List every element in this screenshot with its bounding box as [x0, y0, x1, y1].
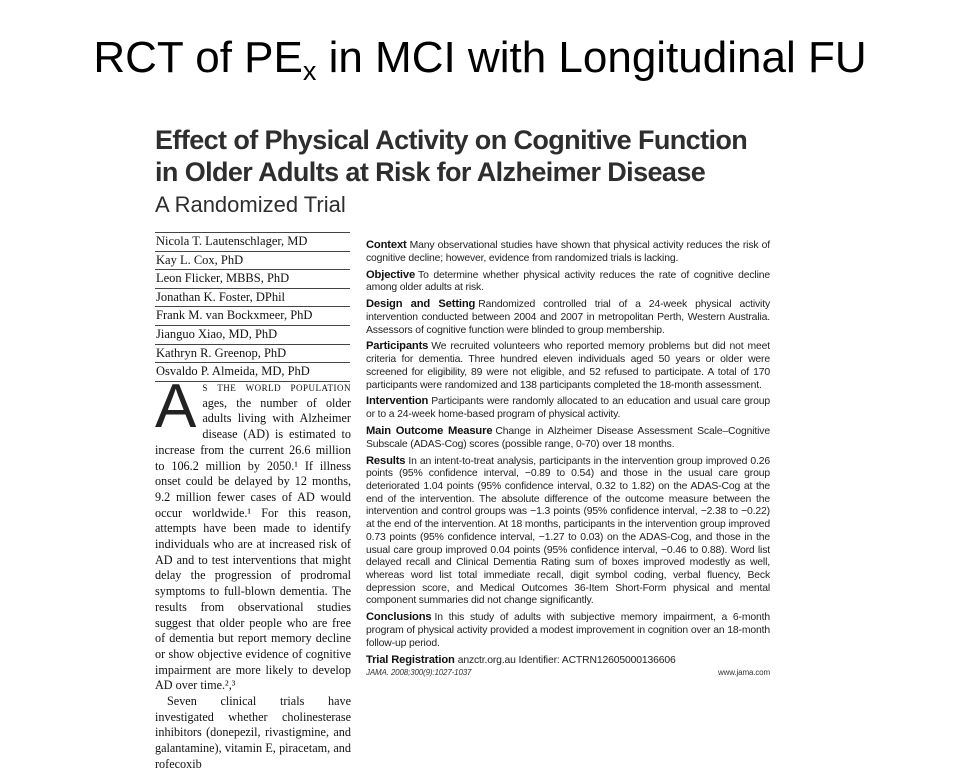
- abstract-section-text: To determine whether physical activity reduces the rate of cognitive decline among older adults at risk.: [366, 269, 770, 294]
- abstract-design-setting: [366, 298, 770, 337]
- article-title-line-2: in Older Adults at Risk for Alzheimer Disease: [155, 157, 706, 187]
- citation-footer: [366, 668, 770, 678]
- author-name: Jianguo Xiao, MD, PhD: [155, 325, 350, 344]
- slide-title-rest: in MCI with Longitudinal FU: [316, 33, 867, 82]
- author-name: Osvaldo P. Almeida, MD, PhD: [155, 362, 350, 381]
- author-name: Jonathan K. Foster, DPhil: [155, 288, 350, 307]
- abstract-section-text: In this study of adults with subjective memory impairment, a 6-month program of physical activity provided a modest improvement in cognition over an 18-month follow-up period.: [366, 612, 770, 649]
- abstract-participants: [366, 340, 770, 392]
- abstract-section-text: Many observational studies have shown that physical activity reduces the risk of cognitive decline; however, evidence from randomized trials is lacking.: [366, 240, 770, 264]
- abstract-section-text: Randomized controlled trial of a 24-week physical activity intervention conducted between 2004 and 2007 in metropolitan Perth, Western Australia. Assessors of cognitive function were blinded to group membership.: [366, 299, 771, 336]
- article-subtitle: A Randomized Trial: [155, 192, 346, 217]
- abstract-section-label: Intervention: [366, 395, 429, 408]
- drop-cap: A: [155, 372, 197, 441]
- abstract-section-text: Participants were randomly allocated to an education and usual care group or to a 24-week home-based program of physical activity.: [366, 396, 770, 421]
- abstract-intervention: [366, 395, 770, 421]
- abstract-results: [366, 455, 770, 608]
- author-name: Leon Flicker, MBBS, PhD: [155, 269, 350, 288]
- abstract-section-text: anzctr.org.au Identifier: ACTRN12605000136606: [457, 654, 676, 666]
- abstract-trial-registration: [366, 654, 770, 668]
- lead-in-caps: s the world population: [202, 380, 351, 394]
- article-title: [155, 124, 795, 188]
- abstract-section-label: Conclusions: [366, 611, 432, 624]
- article-title-line-1: Effect of Physical Activity on Cognitive Function: [155, 125, 748, 155]
- body-paragraph-1: [155, 372, 351, 694]
- journal-citation: JAMA. 2008;300(9):1027-1037: [366, 668, 472, 678]
- author-name: Nicola T. Lautenschlager, MD: [155, 232, 350, 251]
- abstract-context: [366, 239, 770, 265]
- author-list: [155, 232, 350, 382]
- abstract-section-label: Context: [366, 239, 407, 251]
- journal-website: www.jama.com: [718, 668, 770, 678]
- slide-title-subscript: x: [302, 56, 317, 86]
- body-paragraph-2: Seven clinical trials have investigated whether cholinesterase inhibitors (donepezil, rivastigmine, and galantamine), vitamin E, piracetam, and rofecoxib: [155, 694, 351, 771]
- abstract-objective: [366, 269, 770, 295]
- abstract-section-text: In an intent-to-treat analysis, participants in the intervention group improved 0.26 points (95% confidence interval, −0.89 to 0.54) and those in the usual care group deteriorated 1.04 points (95% confidence interval, 0.32 to 1.82) on the ADAS-Cog at the end of the intervention. The absolute difference of the outcome measure between the intervention and control groups was −1.3 points (95% confidence interval, −2.38 to −0.22) at the end of the intervention. At 18 months, participants in the intervention group improved 0.73 points (95% confidence interval, −1.27 to 0.03) on the ADAS-Cog, and those in the usual care group improved 0.04 points (95% confidence interval, −0.46 to 0.88). Word list delayed recall and Clinical Dementia Rating sum of boxes improved modestly as well, whereas word list total immediate recall, digit symbol coding, verbal fluency, Beck depression score, and Medical Outcomes 36-Item Short-Form physical and mental component summaries did not change significantly.: [366, 455, 770, 607]
- author-name: Kathryn R. Greenop, PhD: [155, 344, 350, 363]
- abstract-section-label: Results: [366, 454, 406, 467]
- abstract-conclusions: [366, 611, 770, 650]
- abstract-section-label: Design and Setting: [366, 298, 476, 311]
- body-paragraph-1-text: ages, the number of older adults living with Alzheimer disease (AD) is estimated to increase from the current 26.6 million to 106.2 million by 2050.¹ If illness onset could be delayed by 12 months, 9.2 million fewer cases of AD would occur worldwide.¹ For this reason, attempts have been made to identify individuals who are at increased risk of AD and to test interventions that might delay the progression of prodromal symptoms to full-blown dementia. The results from observational studies suggest that older people who are free of dementia but report memory decline or show objective evidence of cognitive impairment are more likely to develop AD over time.²,³: [155, 395, 351, 693]
- abstract-section-text: We recruited volunteers who reported memory problems but did not meet criteria for dementia. Three hundred eleven individuals aged 50 years or older were screened for eligibility, 89 were not eligible, and 52 refused to participate. A total of 170 participants were randomized and 138 participants completed the 18-month assessment.: [366, 341, 770, 391]
- abstract-section-label: Trial Registration: [366, 653, 455, 666]
- slide-title-main: RCT of PE: [93, 33, 303, 82]
- abstract-section-label: Objective: [366, 268, 416, 281]
- author-name: Frank M. van Bockxmeer, PhD: [155, 306, 350, 325]
- abstract-section-label: Participants: [366, 340, 429, 353]
- abstract-main-outcome: [366, 425, 770, 451]
- author-name: Kay L. Cox, PhD: [155, 251, 350, 270]
- abstract-section-text: Change in Alzheimer Disease Assessment Scale–Cognitive Subscale (ADAS-Cog) scores (possible range, 0-70) over 18 months.: [366, 426, 770, 450]
- slide-title: [0, 28, 960, 88]
- abstract: [366, 239, 770, 678]
- article-body-column: [155, 372, 351, 771]
- abstract-section-label: Main Outcome Measure: [366, 425, 493, 438]
